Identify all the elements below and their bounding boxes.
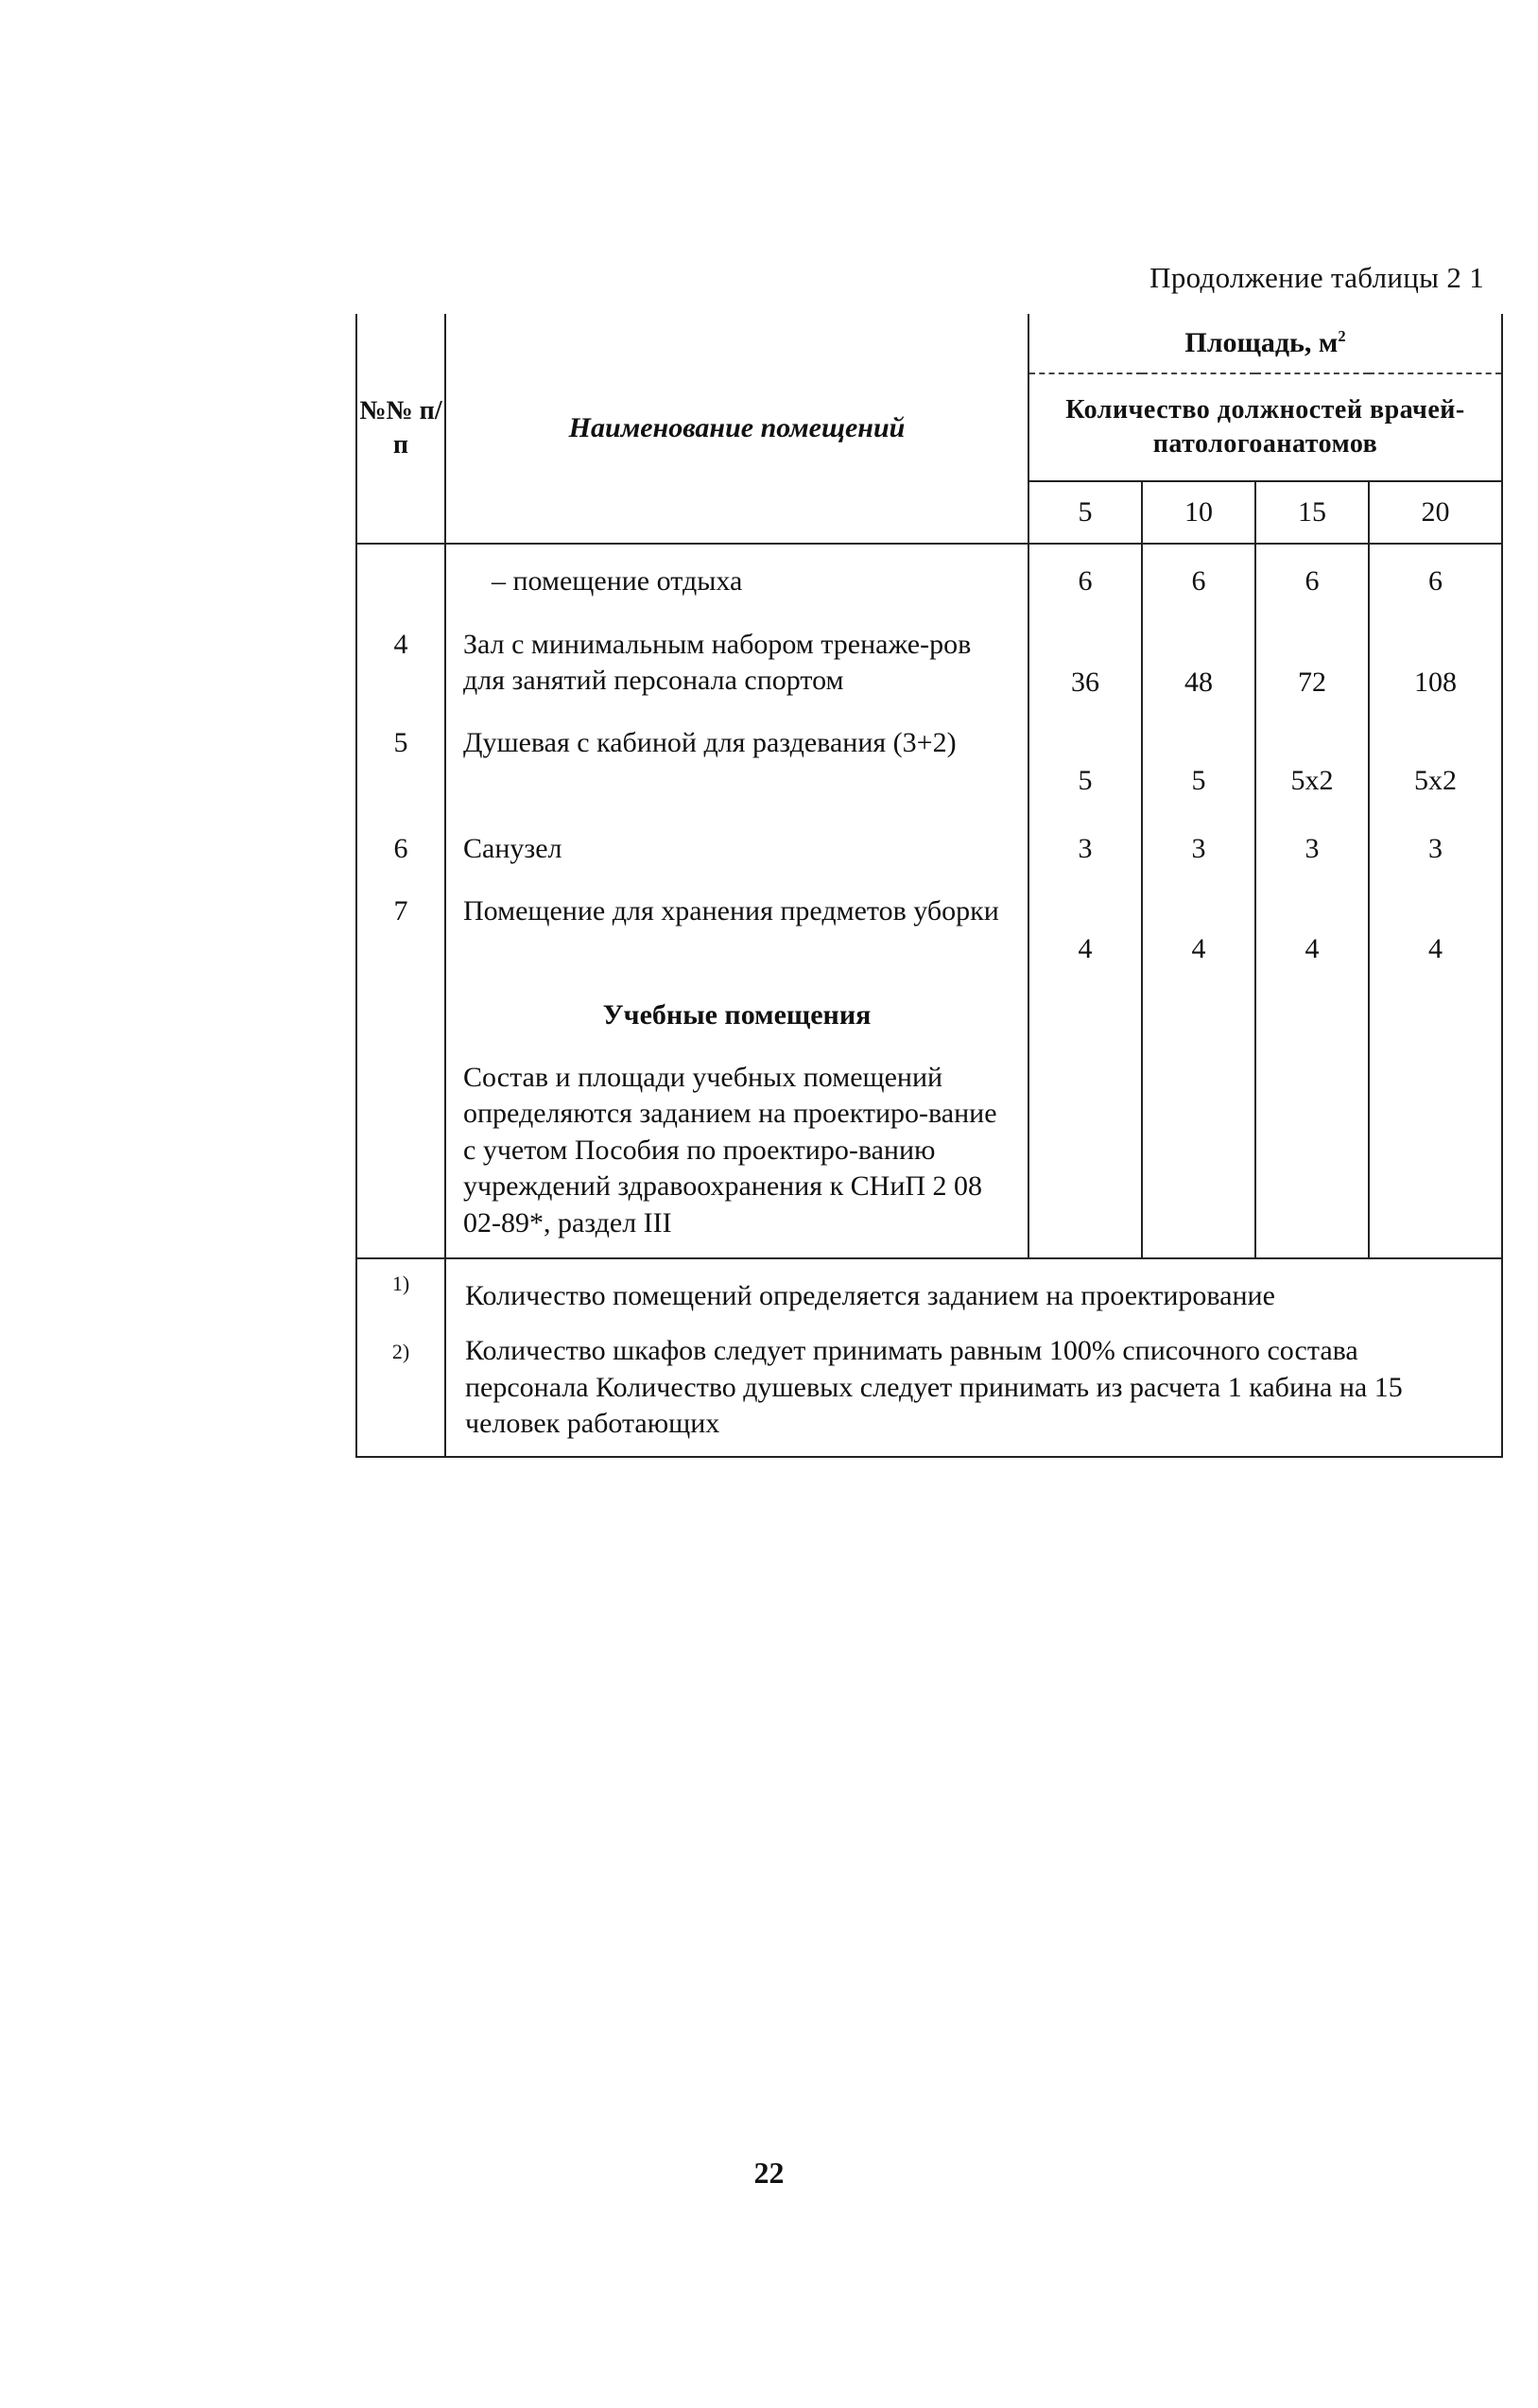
row-name: Санузел — [445, 823, 1028, 884]
row-value: 3 — [1369, 823, 1502, 884]
header-area-label: Площадь, м — [1184, 326, 1339, 358]
section-title: Учебные помещения — [445, 982, 1028, 1050]
row-value: 3 — [1255, 823, 1369, 884]
footnote-mark: 1) — [356, 1258, 445, 1327]
table-row — [356, 544, 1502, 627]
footnote-text: Количество шкафов следует принимать равным 100% списочного состава персонала Количество душевых следует принимать из расчета 1 кабина на 15 человек работающих — [445, 1327, 1502, 1456]
row-value: 5 — [1142, 725, 1255, 823]
section-row — [356, 982, 1502, 1050]
row-value: 108 — [1369, 627, 1502, 725]
row-value: 5x2 — [1255, 725, 1369, 823]
row-value: 5x2 — [1369, 725, 1502, 823]
row-name: – помещение отдыха — [445, 544, 1028, 627]
row-value: 6 — [1142, 544, 1255, 627]
footnote-text: Количество помещений определяется заданием на проектирование — [445, 1258, 1502, 1327]
footnote-row — [356, 1258, 1502, 1327]
table-caption: Продолжение таблицы 2 1 — [1149, 261, 1484, 294]
header-count-5: 5 — [1028, 481, 1142, 544]
footnote-row — [356, 1327, 1502, 1456]
row-num: 6 — [356, 823, 445, 884]
section-text-row — [356, 1050, 1502, 1258]
table-row — [356, 884, 1502, 982]
section-text: Состав и площади учебных помещений определяются заданием на проектиро-вание с учетом Пособия по проектиро-ванию учреждений здравоохранения к СНиП 2 08 02-89*, раздел III — [445, 1050, 1028, 1258]
header-area — [1028, 314, 1502, 373]
row-value: 4 — [1255, 884, 1369, 982]
header-count-10: 10 — [1142, 481, 1255, 544]
row-num: 7 — [356, 884, 445, 982]
row-value: 4 — [1028, 884, 1142, 982]
row-value: 72 — [1255, 627, 1369, 725]
row-value: 5 — [1028, 725, 1142, 823]
row-value: 48 — [1142, 627, 1255, 725]
footnote-mark: 2) — [356, 1327, 445, 1456]
header-count: Количество должностей врачей-патологоанатомов — [1028, 373, 1502, 481]
header-row-area — [356, 314, 1502, 373]
row-value: 6 — [1369, 544, 1502, 627]
header-name: Наименование помещений — [445, 314, 1028, 544]
rooms-table — [355, 314, 1503, 1458]
table-row — [356, 627, 1502, 725]
header-num: №№ п/п — [356, 314, 445, 544]
page-number: 22 — [753, 2156, 785, 2190]
header-count-20: 20 — [1369, 481, 1502, 544]
row-value: 36 — [1028, 627, 1142, 725]
row-value: 3 — [1142, 823, 1255, 884]
row-value: 4 — [1369, 884, 1502, 982]
row-value: 4 — [1142, 884, 1255, 982]
row-value: 6 — [1028, 544, 1142, 627]
row-name: Помещение для хранения предметов уборки — [445, 884, 1028, 982]
header-area-sup: 2 — [1338, 326, 1346, 345]
row-num: 4 — [356, 627, 445, 725]
row-name: Зал с минимальным набором тренаже-ров для занятий персонала спортом — [445, 627, 1028, 725]
header-count-15: 15 — [1255, 481, 1369, 544]
row-value: 3 — [1028, 823, 1142, 884]
row-num: 5 — [356, 725, 445, 823]
row-name: Душевая с кабиной для раздевания (3+2) — [445, 725, 1028, 823]
table-row — [356, 725, 1502, 823]
row-value: 6 — [1255, 544, 1369, 627]
row-num — [356, 544, 445, 627]
table-row — [356, 823, 1502, 884]
